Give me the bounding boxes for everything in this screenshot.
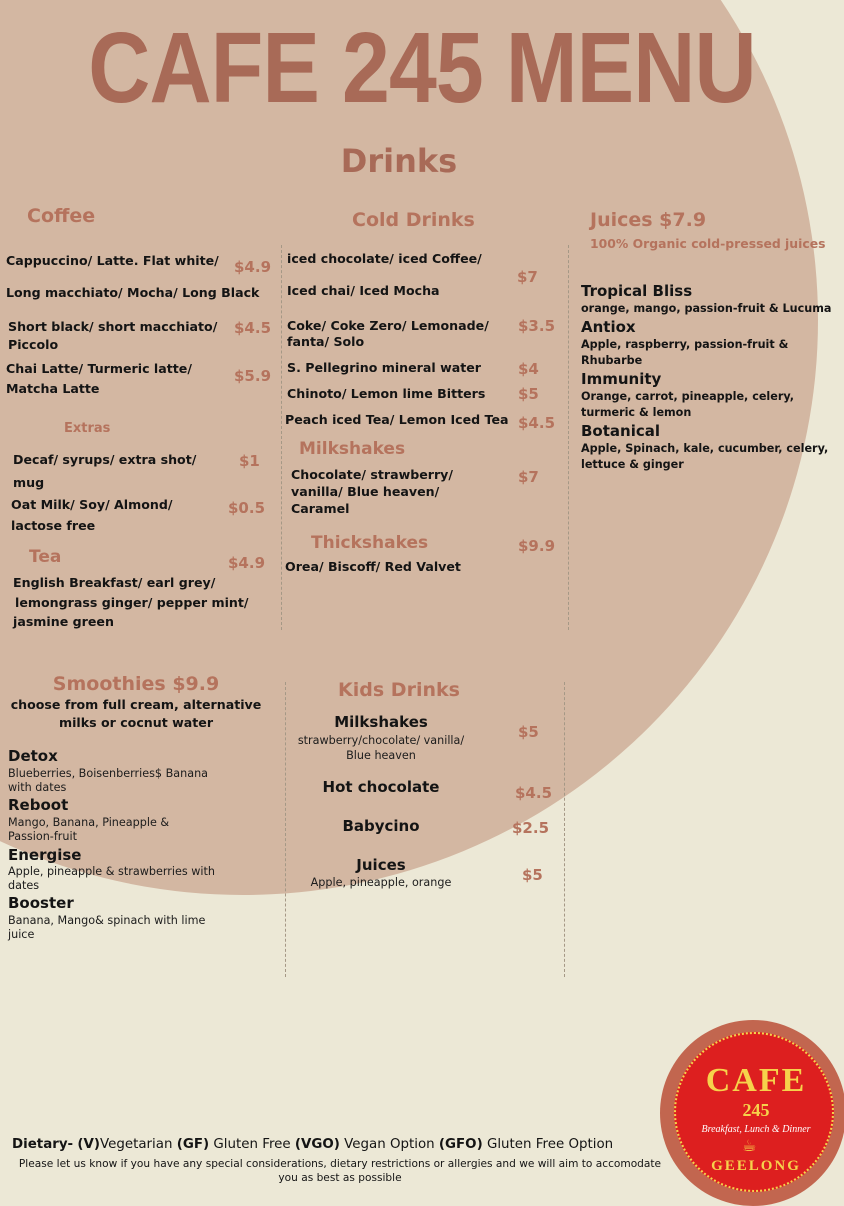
menu-item-text: jasmine green bbox=[13, 614, 114, 629]
kids-drinks-heading: Kids Drinks bbox=[338, 679, 460, 701]
milkshakes-heading: Milkshakes bbox=[299, 439, 406, 459]
juice-name: Immunity bbox=[581, 370, 662, 388]
kids-item-name: Juices bbox=[356, 856, 406, 874]
juice-name: Antiox bbox=[581, 318, 636, 336]
menu-item-price: $4.9 bbox=[228, 554, 266, 572]
menu-item-price: $4.5 bbox=[515, 784, 553, 802]
menu-item-text: Chai Latte/ Turmeric latte/ bbox=[6, 361, 192, 376]
dietary-text: Vegan Option bbox=[344, 1137, 435, 1152]
menu-item-text: fanta/ Solo bbox=[287, 334, 365, 349]
kids-item-name: Hot chocolate bbox=[322, 778, 440, 796]
menu-item-text: lactose free bbox=[11, 518, 96, 533]
smoothies-note: choose from full cream, alternative bbox=[10, 697, 262, 712]
dietary-code: (VGO) bbox=[294, 1137, 340, 1152]
thickshakes-heading: Thickshakes bbox=[311, 533, 429, 553]
juice-name: Botanical bbox=[581, 422, 661, 440]
menu-item-price: $4 bbox=[518, 360, 539, 378]
smoothie-name: Booster bbox=[8, 894, 74, 912]
juice-description: Apple, raspberry, passion-fruit & bbox=[581, 338, 789, 351]
dietary-code: (GF) bbox=[176, 1137, 210, 1152]
kids-item-description: Blue heaven bbox=[346, 749, 416, 762]
juices-note: 100% Organic cold-pressed juices bbox=[590, 236, 826, 251]
smoothie-name: Reboot bbox=[8, 796, 69, 814]
menu-item-price: $5 bbox=[518, 385, 539, 403]
menu-item-text: Oat Milk/ Soy/ Almond/ bbox=[11, 497, 173, 512]
column-divider bbox=[564, 682, 565, 977]
menu-item-text: Chocolate/ strawberry/ bbox=[291, 467, 453, 482]
menu-item-price: $3.5 bbox=[518, 317, 556, 335]
menu-item-text: Long macchiato/ Mocha/ Long Black bbox=[6, 285, 260, 300]
kids-item-description: strawberry/chocolate/ vanilla/ bbox=[297, 734, 465, 747]
smoothie-description: Passion-fruit bbox=[8, 830, 77, 843]
logo-number: 245 bbox=[742, 1100, 770, 1120]
menu-item-text: Short black/ short macchiato/ bbox=[8, 319, 218, 334]
menu-item-text: English Breakfast/ earl grey/ bbox=[13, 575, 216, 590]
menu-item-text: Matcha Latte bbox=[6, 381, 100, 396]
page-title: CAFE 245 MENU bbox=[88, 12, 756, 124]
menu-item-price: $5 bbox=[522, 866, 543, 884]
page-subtitle: Drinks bbox=[340, 142, 458, 180]
menu-item-text: Orea/ Biscoff/ Red Valvet bbox=[285, 559, 461, 574]
menu-item-price: $5.9 bbox=[234, 367, 272, 385]
tea-heading: Tea bbox=[29, 547, 62, 567]
smoothie-description: Blueberries, Boisenberries$ Banana bbox=[8, 767, 209, 780]
menu-item-text: Coke/ Coke Zero/ Lemonade/ bbox=[287, 318, 489, 333]
dietary-label: Dietary- bbox=[12, 1137, 74, 1152]
menu-item-price: $5 bbox=[518, 723, 539, 741]
menu-item-text: Decaf/ syrups/ extra shot/ bbox=[13, 452, 197, 467]
smoothies-heading: Smoothies $9.9 bbox=[52, 673, 220, 695]
menu-item-price: $7 bbox=[517, 268, 538, 286]
column-divider bbox=[568, 245, 569, 630]
dietary-note: Please let us know if you have any special considerations, dietary restrictions or allergies and we will aim to accomodate bbox=[18, 1158, 662, 1170]
smoothie-description: with dates bbox=[8, 781, 67, 794]
cafe-logo bbox=[660, 1020, 844, 1206]
menu-item-text: Chinoto/ Lemon lime Bitters bbox=[287, 386, 486, 401]
coffee-cup-icon: ☕ bbox=[742, 1136, 757, 1155]
menu-item-text: S. Pellegrino mineral water bbox=[287, 360, 481, 375]
dietary-note: you as best as possible bbox=[278, 1172, 402, 1184]
dietary-text: Gluten Free bbox=[213, 1137, 291, 1152]
menu-item-text: Iced chai/ Iced Mocha bbox=[287, 283, 440, 298]
smoothies-note: milks or cocnut water bbox=[58, 715, 214, 730]
kids-item-name: Babycino bbox=[342, 817, 420, 835]
logo-badge bbox=[674, 1032, 834, 1192]
menu-item-text: mug bbox=[13, 475, 45, 490]
menu-item-price: $1 bbox=[239, 452, 260, 470]
smoothie-description: juice bbox=[8, 928, 35, 941]
extras-heading: Extras bbox=[64, 421, 111, 436]
menu-item-price: $4.5 bbox=[518, 414, 556, 432]
coffee-heading: Coffee bbox=[27, 205, 96, 227]
smoothie-description: Mango, Banana, Pineapple & bbox=[8, 816, 170, 829]
menu-item-price: $2.5 bbox=[512, 819, 550, 837]
juice-description: orange, mango, passion-fruit & Lucuma bbox=[581, 302, 832, 315]
dietary-code: (V) bbox=[77, 1137, 100, 1152]
menu-item-text: lemongrass ginger/ pepper mint/ bbox=[15, 595, 249, 610]
column-divider bbox=[281, 245, 282, 630]
cold-drinks-heading: Cold Drinks bbox=[352, 209, 475, 231]
menu-item-price: $4.9 bbox=[234, 258, 272, 276]
menu-item-price: $4.5 bbox=[234, 319, 272, 337]
smoothie-name: Detox bbox=[8, 747, 58, 765]
juice-description: turmeric & lemon bbox=[581, 406, 692, 419]
menu-item-price: $0.5 bbox=[228, 499, 266, 517]
dietary-text: Vegetarian bbox=[100, 1137, 173, 1152]
logo-tagline: Breakfast, Lunch & Dinner bbox=[701, 1124, 811, 1135]
smoothie-description: Banana, Mango& spinach with lime bbox=[8, 914, 206, 927]
menu-item-text: Piccolo bbox=[8, 337, 59, 352]
dietary-text: Gluten Free Option bbox=[486, 1137, 614, 1152]
menu-item-text: Caramel bbox=[291, 501, 350, 516]
juice-description: Apple, Spinach, kale, cucumber, celery, bbox=[581, 442, 829, 455]
smoothie-description: Apple, pineapple & strawberries with bbox=[8, 865, 215, 878]
menu-item-price: $9.9 bbox=[518, 537, 556, 555]
menu-item-text: Cappuccino/ Latte. Flat white/ bbox=[6, 253, 219, 268]
kids-item-name: Milkshakes bbox=[334, 713, 428, 731]
juices-heading: Juices $7.9 bbox=[590, 209, 707, 231]
menu-item-text: vanilla/ Blue heaven/ bbox=[291, 484, 440, 499]
menu-item-text: Peach iced Tea/ Lemon Iced Tea bbox=[285, 412, 509, 427]
logo-word: CAFE bbox=[705, 1062, 807, 1099]
logo-city: GEELONG bbox=[711, 1158, 801, 1174]
smoothie-name: Energise bbox=[8, 846, 82, 864]
juice-name: Tropical Bliss bbox=[581, 282, 693, 300]
dietary-code: (GFO) bbox=[438, 1137, 483, 1152]
smoothie-description: dates bbox=[8, 879, 40, 892]
juice-description: Rhubarbe bbox=[581, 354, 643, 367]
menu-item-price: $7 bbox=[518, 468, 539, 486]
juice-description: lettuce & ginger bbox=[581, 458, 684, 471]
menu-item-text: iced chocolate/ iced Coffee/ bbox=[287, 251, 482, 266]
juice-description: Orange, carrot, pineapple, celery, bbox=[581, 390, 795, 403]
dietary-legend bbox=[12, 1137, 613, 1152]
kids-item-description: Apple, pineapple, orange bbox=[310, 876, 452, 889]
